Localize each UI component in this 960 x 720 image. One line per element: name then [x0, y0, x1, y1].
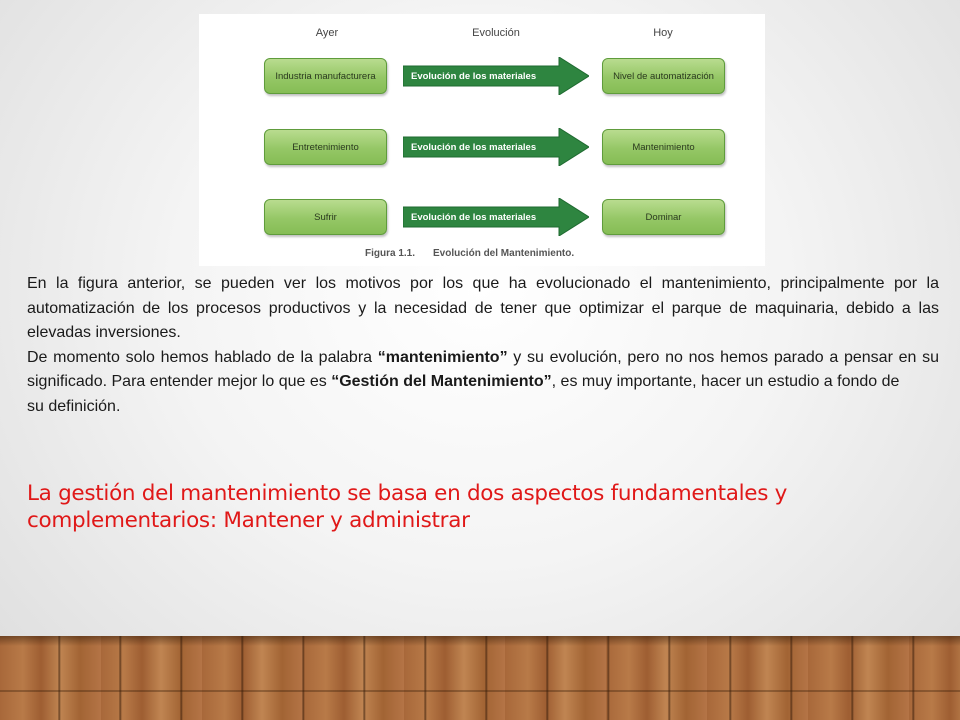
evolution-arrow-2	[403, 128, 589, 166]
evolution-arrow-3	[403, 198, 589, 236]
arrow-label: Evolución de los materiales	[411, 211, 537, 223]
box-mantenimiento: Mantenimiento	[602, 129, 725, 165]
paragraph-2-end: su definición.	[27, 397, 121, 415]
box-industria-manufacturera: Industria manufacturera	[264, 58, 387, 94]
column-header-evolucion: Evolución	[472, 27, 520, 39]
box-entretenimiento: Entretenimiento	[264, 129, 387, 165]
paragraph-2-text: , es muy importante, hacer un estudio a fondo de	[551, 373, 900, 390]
column-header-hoy: Hoy	[653, 27, 673, 39]
evolution-figure	[199, 14, 765, 266]
arrow-label: Evolución de los materiales	[411, 70, 537, 82]
bold-term-gestion: “Gestión del Mantenimiento”	[331, 373, 552, 390]
arrow-label: Evolución de los materiales	[411, 141, 537, 153]
box-nivel-automatizacion: Nivel de automatización	[602, 58, 725, 94]
bold-term-mantenimiento: “mantenimiento”	[377, 348, 508, 366]
box-sufrir: Sufrir	[264, 199, 387, 235]
floor-shadow	[0, 636, 960, 646]
wood-floor	[0, 636, 960, 720]
caption-number: Figura 1.1.	[365, 248, 416, 259]
paragraph-2-text: De momento solo hemos hablado de la palabra	[27, 348, 378, 366]
body-text	[27, 272, 939, 419]
paragraph-1: En la figura anterior, se pueden ver los motivos por los que ha evolucionado el mantenimiento, principalmente por la automatización de los procesos productivos y la necesidad de tener que optimizar el parque de maquinaria, debido a las elevadas inversiones.	[27, 275, 939, 341]
floor-seam	[0, 690, 960, 692]
paragraph-2	[27, 346, 939, 395]
paragraph-2-text: y su evolución, pero no nos hemos parado a pensar en su significado. Para entender mejor lo que es	[27, 348, 940, 390]
box-dominar: Dominar	[602, 199, 725, 235]
caption-title: Evolución del Mantenimiento.	[433, 248, 575, 259]
evolution-arrow-1	[403, 57, 589, 95]
highlight-statement: La gestión del mantenimiento se basa en dos aspectos fundamentales y complementarios: Mantener y administrar	[27, 481, 788, 533]
figure-caption	[365, 248, 574, 259]
column-header-ayer: Ayer	[315, 27, 339, 39]
